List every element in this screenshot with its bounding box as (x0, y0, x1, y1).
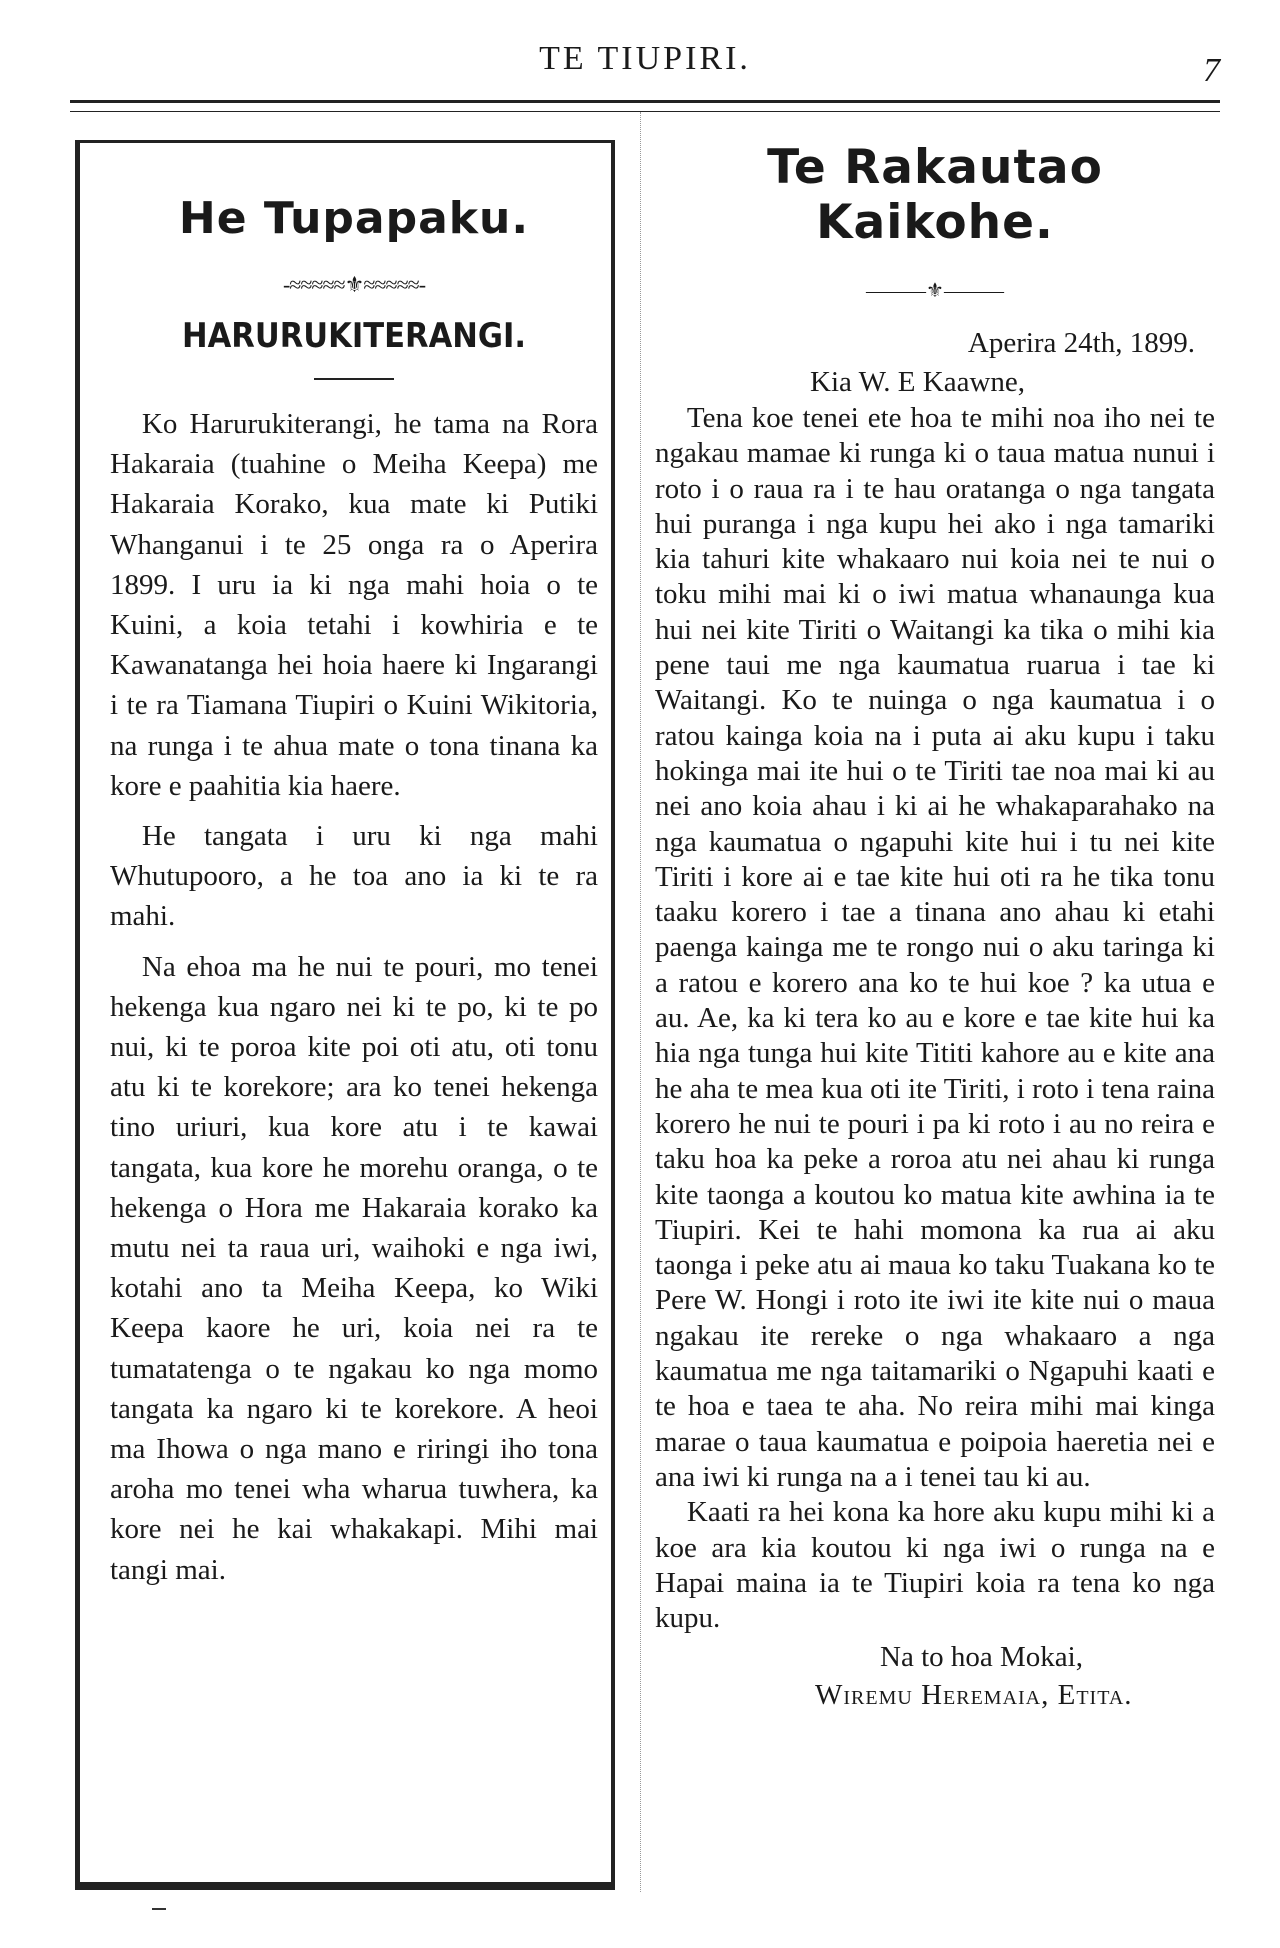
short-rule (314, 378, 394, 380)
obituary-heading: He Tupapaku. (178, 193, 530, 244)
footer-mark (152, 1908, 166, 1910)
page-number: 7 (1203, 52, 1220, 89)
letter-body (655, 401, 1215, 1636)
obituary-paragraph: Na ehoa ma he nui te pouri, mo tenei hekenga kua ngaro nei ki te po, ki te po nui, ki te poroa kite poi oti atu, oti tonu atu ki te korekore; ara ko tenei hekenga tino uriuri, kua kore atu i te kawai tangata, kua kore he morehu oranga, o te hekenga o Hora me Hakaraia korako ka mutu nei ta raua uri, waihoki e nga iwi, kotahi ano ta Meiha Keepa, ko Wiki Keepa kaore he uri, koia nei ra te tumatatenga o te ngakau ko nga momo tangata ka ngaro ki te korekore. A heoi ma Ihowa o nga mano e riringi iho tona aroha mo tenei wha wharua tuwhera, ka kore nei he kai whakakapi. Mihi mai tangi mai. (110, 950, 598, 1586)
obituary-content (110, 143, 598, 1600)
letter-signature: Wiremu Heremaia, Etita. (815, 1679, 1133, 1712)
letter-dateline: Aperira 24th, 1899. (967, 327, 1195, 359)
obituary-body (110, 404, 598, 1590)
letter-paragraph: Tena koe tenei ete hoa te mihi noa iho nei te ngakau mamae ki runga ki o taua matua nunui i roto i o raua ra i te hau oratanga o nga tangata hui puranga i nga kupu hei ako i nga tamariki kia tahuri kite whakaaro nui koia nei te nui o toku mihi mai ki o iwi matua whanaunga kua hui nei kite Tiriti o Waitangi ka tika o mihi kia pene taui me nga kaumatua ruarua i tae ki Waitangi. Ko te nuinga o nga kaumatua i o ratou kainga koia na i puta ai aku kupu i taku hokinga mai ite hui o te Tiriti tae noa mai ki au nei ano koia ahau i ki ai he whakaparahako na nga kaumatua o ngapuhi kite hui i tu nei kite Tiriti i kore ai e tae kite hui oti ra he tika tonu taaku korero i tae a tinana ano ahau ki etahi paenga kainga me te rongo nui o aku taringa ki a ratou e korero ana ko te hui koe ? ka utua e au. Ae, ka ki tera ko au e kore e tae kite hui ka hia nga tunga hui kite Tititi kahore au e kite ana he aha te mea kua oti ite Tiriti, i roto i tena raina korero he nui te pouri i pa ki roto i au no reira e taku hoa ka peke a roroa atu nei ahau ki runga kite taonga a koutou ko matua kite awhina ia te Tiupiri. Kei te hahi momona ka rua ai aku taonga i peke atu ai maua ko taku Tuakana ko te Pere W. Hongi i roto ite iwi ite kite nui o maua ngakau ite rereke o nga whakaaro a nga kaumatua me nga taitamariki o Ngapuhi kaati e te hoa e taea te aha. No reira mihi mai kinga marae o taua kaumatua e poipoia haeretia nei e ana iwi ki runga na a i tenei tau ki au. (655, 402, 1215, 1493)
obituary-subheading: HARURUKITERANGI. (182, 316, 526, 356)
obituary-paragraph: Ko Harurukiterangi, he tama na Rora Hakaraia (tuahine o Meiha Keepa) me Hakaraia Korako, kua mate ki Putiki Whanganui i te 25 onga ra o Aperira 1899. I uru ia ki nga mahi hoia o te Kuini, a koia tetahi i kowhiria e te Kawanatanga hei hoia haere ki Ingarangi i te ra Tiamana Tiupiri o Kuini Wikitoria, na runga i te ahua mate o tona tinana ka kore e paahitia kia haere. (110, 408, 598, 802)
letter-signoff: Na to hoa Mokai, (880, 1641, 1083, 1674)
obituary-paragraph: He tangata i uru ki nga mahi Whutupooro, a he toa ano ia ki te ra mahi. (110, 820, 598, 933)
column-divider (640, 112, 643, 1892)
running-title: TE TIUPIRI. (539, 40, 751, 77)
page-header (70, 28, 1220, 88)
obituary-box (75, 140, 615, 1890)
letter-column (655, 140, 1215, 1714)
letter-paragraph: Kaati ra hei kona ka hore aku kupu mihi ki a koe ara kia koutou ki nga iwi o runga na e Hapai maina ia te Tiupiri koia ra tena ko nga kupu. (655, 1496, 1215, 1635)
letter-salutation: Kia W. E Kaawne, (810, 366, 1026, 398)
letter-heading: Te Rakautao Kaikohe. (767, 140, 1103, 250)
header-rule (70, 100, 1220, 112)
ornament-divider: -≈≈≈≈≈⚜≈≈≈≈≈- (282, 272, 426, 297)
ornament-divider: ———⚜——— (866, 280, 1004, 302)
